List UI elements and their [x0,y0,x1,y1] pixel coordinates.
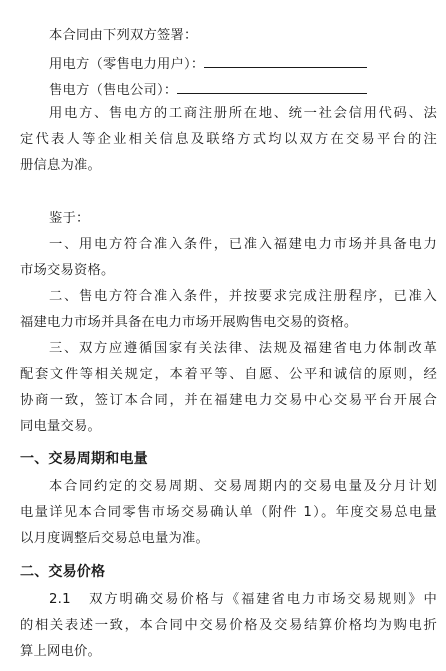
section2-para-line-2: 的相关表述一致，本合同中交易价格及交易结算价格均为购电折 [20,618,437,633]
info-para-line-1: 用电方、售电方的工商注册所在地、统一社会信用代码、法 [49,106,437,121]
buyer-line [49,54,367,73]
whereas-item1-line-1: 一、用电方符合准入条件，已准入福建电力市场并具备电力 [49,237,437,252]
whereas-item1-line-2: 市场交易资格。 [20,263,115,278]
whereas-item3-line-4: 同电量交易。 [20,419,101,434]
section2-para-line-3: 算上网电价。 [20,644,101,659]
seller-line [49,80,367,99]
whereas-item3-line-1: 三、双方应遵循国家有关法律、法规及福建省电力体制改革 [49,341,437,356]
info-para-line-3: 册信息为准。 [20,158,101,173]
section1-para-line-1: 本合同约定的交易周期、交易周期内的交易电量及分月计划 [49,479,437,494]
whereas-item2-line-2: 福建电力市场并具备在电力市场开展购售电交易的资格。 [20,315,358,330]
whereas-item3-line-3: 协商一致，签订本合同，并在福建电力交易中心交易平台开展合 [20,393,437,408]
section1-title: 一、交易周期和电量 [20,451,148,467]
signing-intro: 本合同由下列双方签署： [49,28,198,43]
section2-title: 二、交易价格 [20,564,106,580]
section1-para-line-2: 电量详见本合同零售市场交易确认单（附件 1）。年度交易总电量 [20,505,437,520]
seller-label: 售电方（售电公司）： [49,83,178,98]
seller-signature-blank [177,80,367,94]
whereas-item2-line-1: 二、售电方符合准入条件，并按要求完成注册程序，已准入 [49,289,437,304]
whereas-title: 鉴于： [49,211,90,226]
section1-para-line-3: 以月度调整后交易总电量为准。 [20,531,209,546]
info-para-line-2: 定代表人等企业相关信息及联络方式均以双方在交易平台的注 [20,132,437,147]
buyer-signature-blank [204,54,367,68]
whereas-item3-line-2: 配套文件等相关规定，本着平等、自愿、公平和诚信的原则，经 [20,367,437,382]
section2-para-line-1: 2.1 双方明确交易价格与《福建省电力市场交易规则》中 [49,592,437,607]
buyer-label: 用电方（零售电力用户）： [49,57,205,72]
